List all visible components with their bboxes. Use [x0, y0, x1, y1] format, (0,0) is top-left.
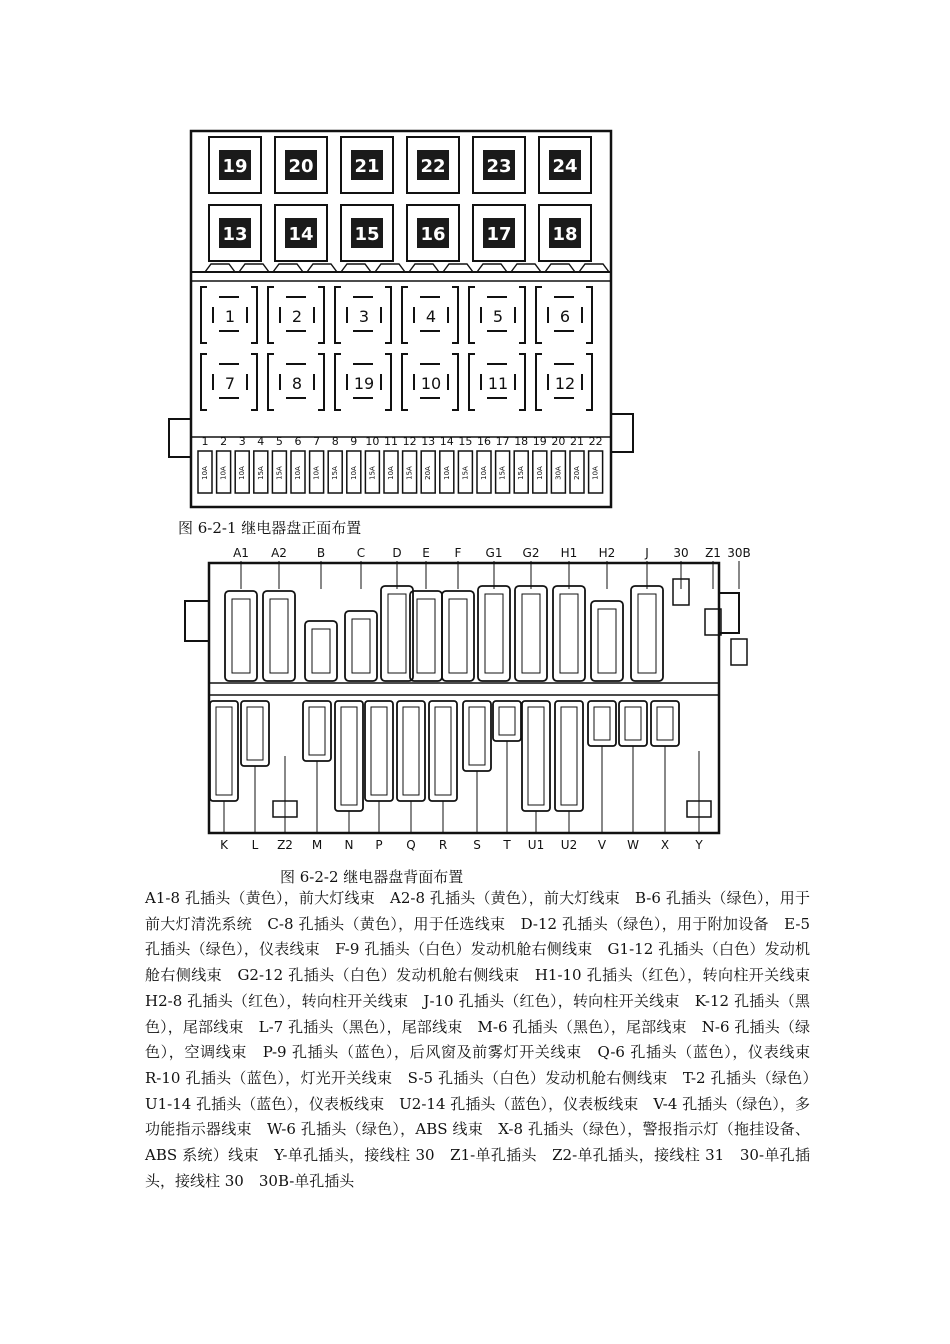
relay-slot-4	[402, 287, 458, 343]
svg-text:1: 1	[201, 435, 209, 448]
svg-text:10A: 10A	[238, 466, 247, 480]
fuse-16	[477, 435, 491, 493]
connector-r	[429, 701, 457, 852]
svg-text:7: 7	[224, 374, 236, 393]
relay-socket-22	[407, 137, 459, 193]
svg-text:10A: 10A	[312, 466, 321, 480]
relay-slot-3	[335, 287, 391, 343]
svg-text:K: K	[220, 838, 228, 852]
fuse-13	[421, 435, 435, 493]
svg-text:20A: 20A	[424, 466, 433, 480]
svg-text:G1: G1	[485, 546, 503, 560]
fuse-11	[384, 435, 398, 493]
svg-text:14: 14	[288, 224, 314, 245]
connector-d	[381, 546, 413, 681]
svg-text:3: 3	[358, 307, 370, 326]
connector-h2	[591, 546, 623, 681]
connector-m	[303, 701, 331, 852]
connector-v	[588, 701, 616, 852]
svg-text:30B: 30B	[727, 546, 751, 560]
svg-text:20: 20	[551, 435, 566, 448]
svg-text:Q: Q	[406, 838, 416, 852]
fuse-18	[514, 435, 528, 493]
svg-text:T: T	[503, 838, 511, 852]
figure-1-caption: 图 6-2-1 继电器盘正面布置	[178, 519, 362, 537]
svg-text:N: N	[344, 838, 354, 852]
connector-w	[619, 701, 647, 852]
fuse-2	[217, 435, 231, 493]
fuse-10	[365, 435, 379, 493]
fuse-1	[198, 435, 212, 493]
fuse-19	[533, 435, 547, 493]
relay-slot-10	[402, 354, 458, 410]
svg-text:30: 30	[673, 546, 689, 560]
svg-text:9: 9	[350, 435, 358, 448]
svg-text:15A: 15A	[331, 466, 340, 480]
relay-socket-23	[473, 137, 525, 193]
svg-text:18: 18	[514, 435, 529, 448]
relay-panel-front-figure	[159, 119, 642, 511]
svg-text:10A: 10A	[294, 466, 302, 480]
relay-slot-11	[469, 354, 525, 410]
relay-socket-19	[209, 137, 261, 193]
connector-e	[410, 546, 442, 681]
svg-text:22: 22	[420, 156, 446, 177]
relay-slot-6	[536, 287, 592, 343]
svg-text:4: 4	[257, 435, 265, 448]
svg-text:U2: U2	[560, 838, 578, 852]
svg-text:15A: 15A	[256, 466, 265, 480]
relay-slot-2	[268, 287, 324, 343]
svg-text:Z2: Z2	[277, 838, 293, 852]
svg-text:H2: H2	[598, 546, 616, 560]
svg-text:15A: 15A	[461, 466, 470, 480]
fuse-4	[254, 435, 268, 493]
svg-text:15A: 15A	[517, 466, 526, 480]
svg-text:R: R	[438, 838, 448, 852]
svg-text:15A: 15A	[368, 466, 377, 480]
svg-text:L: L	[251, 838, 259, 852]
relay-panel-front-drawing	[159, 119, 642, 511]
svg-text:10A: 10A	[387, 466, 395, 480]
fuse-3	[235, 435, 249, 493]
connector-z2	[273, 756, 297, 852]
relay-socket-16	[407, 205, 459, 261]
figure-2-caption: 图 6-2-2 继电器盘背面布置	[280, 868, 464, 886]
connector-c	[345, 546, 377, 681]
svg-text:18: 18	[552, 224, 578, 245]
relay-slot-5	[469, 287, 525, 343]
svg-text:10A: 10A	[201, 466, 209, 480]
connector-t	[493, 701, 521, 852]
svg-text:10A: 10A	[535, 466, 544, 480]
relay-socket-20	[275, 137, 327, 193]
svg-text:10A: 10A	[480, 466, 488, 480]
connector-f	[442, 546, 474, 681]
svg-text:Y: Y	[695, 838, 703, 852]
fuse-15	[458, 435, 472, 493]
connector-30	[673, 546, 689, 605]
svg-text:W: W	[627, 838, 639, 852]
connector-b	[305, 546, 337, 681]
connector-h1	[553, 546, 585, 681]
connector-u2	[555, 701, 583, 852]
svg-text:M: M	[311, 838, 323, 852]
svg-text:13: 13	[421, 435, 436, 448]
connector-n	[335, 701, 363, 852]
connector-p	[365, 701, 393, 852]
svg-text:13: 13	[222, 224, 248, 245]
fuse-12	[403, 435, 417, 493]
svg-text:19: 19	[222, 156, 248, 177]
connector-j	[631, 546, 663, 681]
connector-s	[463, 701, 491, 852]
relay-socket-21	[341, 137, 393, 193]
svg-text:A2: A2	[271, 546, 287, 560]
svg-text:10A: 10A	[219, 466, 228, 480]
connector-k	[210, 701, 238, 852]
svg-text:10A: 10A	[591, 466, 600, 480]
svg-text:10A: 10A	[442, 466, 451, 480]
relay-slot-7	[201, 354, 257, 410]
svg-text:11: 11	[384, 435, 398, 448]
connector-a1	[225, 546, 257, 681]
svg-text:V: V	[597, 838, 607, 852]
connector-q	[397, 701, 425, 852]
svg-text:J: J	[645, 546, 649, 560]
svg-text:S: S	[473, 838, 481, 852]
svg-text:30A: 30A	[554, 466, 563, 480]
svg-text:P: P	[375, 838, 383, 852]
svg-text:D: D	[392, 546, 402, 560]
fuse-17	[496, 435, 510, 493]
svg-text:4: 4	[425, 307, 437, 326]
svg-text:11: 11	[487, 374, 509, 393]
fuse-7	[310, 435, 324, 493]
svg-text:2: 2	[291, 307, 303, 326]
fuse-20	[551, 435, 565, 493]
connector-g1	[478, 546, 510, 681]
svg-text:2: 2	[220, 435, 228, 448]
svg-text:15: 15	[354, 224, 380, 245]
connector-y	[687, 751, 711, 852]
svg-text:10: 10	[365, 435, 380, 448]
fuse-8	[328, 435, 342, 493]
fuse-9	[347, 435, 361, 493]
relay-socket-13	[209, 205, 261, 261]
connector-l	[241, 701, 269, 852]
svg-text:15: 15	[458, 435, 473, 448]
relay-socket-14	[275, 205, 327, 261]
relay-slot-1	[201, 287, 257, 343]
svg-text:17: 17	[486, 224, 512, 245]
relay-panel-rear-figure	[179, 543, 751, 859]
svg-text:14: 14	[439, 435, 454, 448]
svg-text:15A: 15A	[405, 466, 414, 480]
svg-text:16: 16	[420, 224, 446, 245]
svg-text:19: 19	[353, 374, 375, 393]
svg-text:3: 3	[238, 435, 246, 448]
relay-socket-18	[539, 205, 591, 261]
svg-text:5: 5	[492, 307, 504, 326]
fuse-6	[291, 435, 305, 493]
svg-text:10: 10	[420, 374, 442, 393]
svg-text:U1: U1	[527, 838, 545, 852]
relay-slot-19	[335, 354, 391, 410]
svg-text:G2: G2	[522, 546, 540, 560]
svg-text:6: 6	[559, 307, 571, 326]
svg-text:23: 23	[486, 156, 512, 177]
connector-description: A1-8 孔插头（黄色），前大灯线束 A2-8 孔插头（黄色），前大灯线束 B-6 孔插头（绿色），用于前大灯清洗系统 C-8 孔插头（黄色），用于任选线束 D-12 孔插头（绿色），用于附加设备 E-5 孔插头（绿色），仪表线束 F-9 孔插头（白色）发动机舱右侧线束 G1-12 孔插头（白色）发动机舱右侧线束 G2-12 孔插头（白色）发动机舱右侧线束 H1-10 孔插头（红色），转向柱开关线束 H2-8 孔插头（红色），转向柱开关线束 J-10 孔插头（红色），转向柱开关线束 K-12 孔插头（黑色），尾部线束 L-7 孔插头（黑色），尾部线束 M-6 孔插头（黑色），尾部线束 N-6 孔插头（绿色），空调线束 P-9 孔插头（蓝色），后风窗及前雾灯开关线束 Q-6 孔插头（蓝色），仪表线束 R-10 孔插头（蓝色），灯光开关线束 S-5 孔插头（白色）发动机舱右侧线束 T-2 孔插头（绿色） U1-14 孔插头（蓝色），仪表板线束 U2-14 孔插头（蓝色），仪表板线束 V-4 孔插头（绿色），多功能指示器线束 W-6 孔插头（绿色），ABS 线束 X-8 孔插头（绿色），警报指示灯（拖挂设备、ABS 系统）线束 Y-单孔插头，接线柱 30 Z1-单孔插头 Z2-单孔插头，接线柱 31 30-单孔插头，接线柱 30 30B-单孔插头	[145, 889, 826, 1190]
svg-text:17: 17	[495, 435, 510, 448]
relay-slot-8	[268, 354, 324, 410]
connector-a2	[263, 546, 295, 681]
svg-text:C: C	[356, 546, 366, 560]
svg-text:7: 7	[313, 435, 321, 448]
svg-text:E: E	[422, 546, 430, 560]
connector-x	[651, 701, 679, 852]
svg-text:22: 22	[588, 435, 603, 448]
svg-text:F: F	[454, 546, 462, 560]
relay-socket-24	[539, 137, 591, 193]
relay-socket-15	[341, 205, 393, 261]
svg-text:Z1: Z1	[705, 546, 721, 560]
svg-text:8: 8	[291, 374, 303, 393]
svg-text:21: 21	[354, 156, 380, 177]
relay-slot-12	[536, 354, 592, 410]
svg-text:20A: 20A	[573, 466, 581, 480]
svg-text:B: B	[316, 546, 326, 560]
relay-socket-17	[473, 205, 525, 261]
svg-text:20: 20	[288, 156, 314, 177]
svg-text:X: X	[660, 838, 670, 852]
svg-text:6: 6	[294, 435, 302, 448]
svg-text:15A: 15A	[498, 466, 507, 480]
svg-text:21: 21	[570, 435, 584, 448]
svg-text:12: 12	[554, 374, 576, 393]
fuse-5	[272, 435, 286, 493]
fuse-22	[589, 435, 603, 493]
svg-text:H1: H1	[560, 546, 578, 560]
svg-text:12: 12	[402, 435, 417, 448]
svg-text:1: 1	[224, 307, 236, 326]
svg-text:19: 19	[532, 435, 547, 448]
connector-u1	[522, 701, 550, 852]
fuse-14	[440, 435, 454, 493]
svg-text:5: 5	[275, 435, 283, 448]
relay-panel-rear-drawing	[179, 543, 751, 859]
svg-text:15A: 15A	[275, 466, 284, 480]
connector-g2	[515, 546, 547, 681]
fuse-21	[570, 435, 584, 493]
svg-text:10A: 10A	[349, 466, 358, 480]
svg-text:16: 16	[477, 435, 491, 448]
svg-text:8: 8	[331, 435, 339, 448]
svg-text:A1: A1	[233, 546, 249, 560]
svg-text:24: 24	[552, 156, 578, 177]
